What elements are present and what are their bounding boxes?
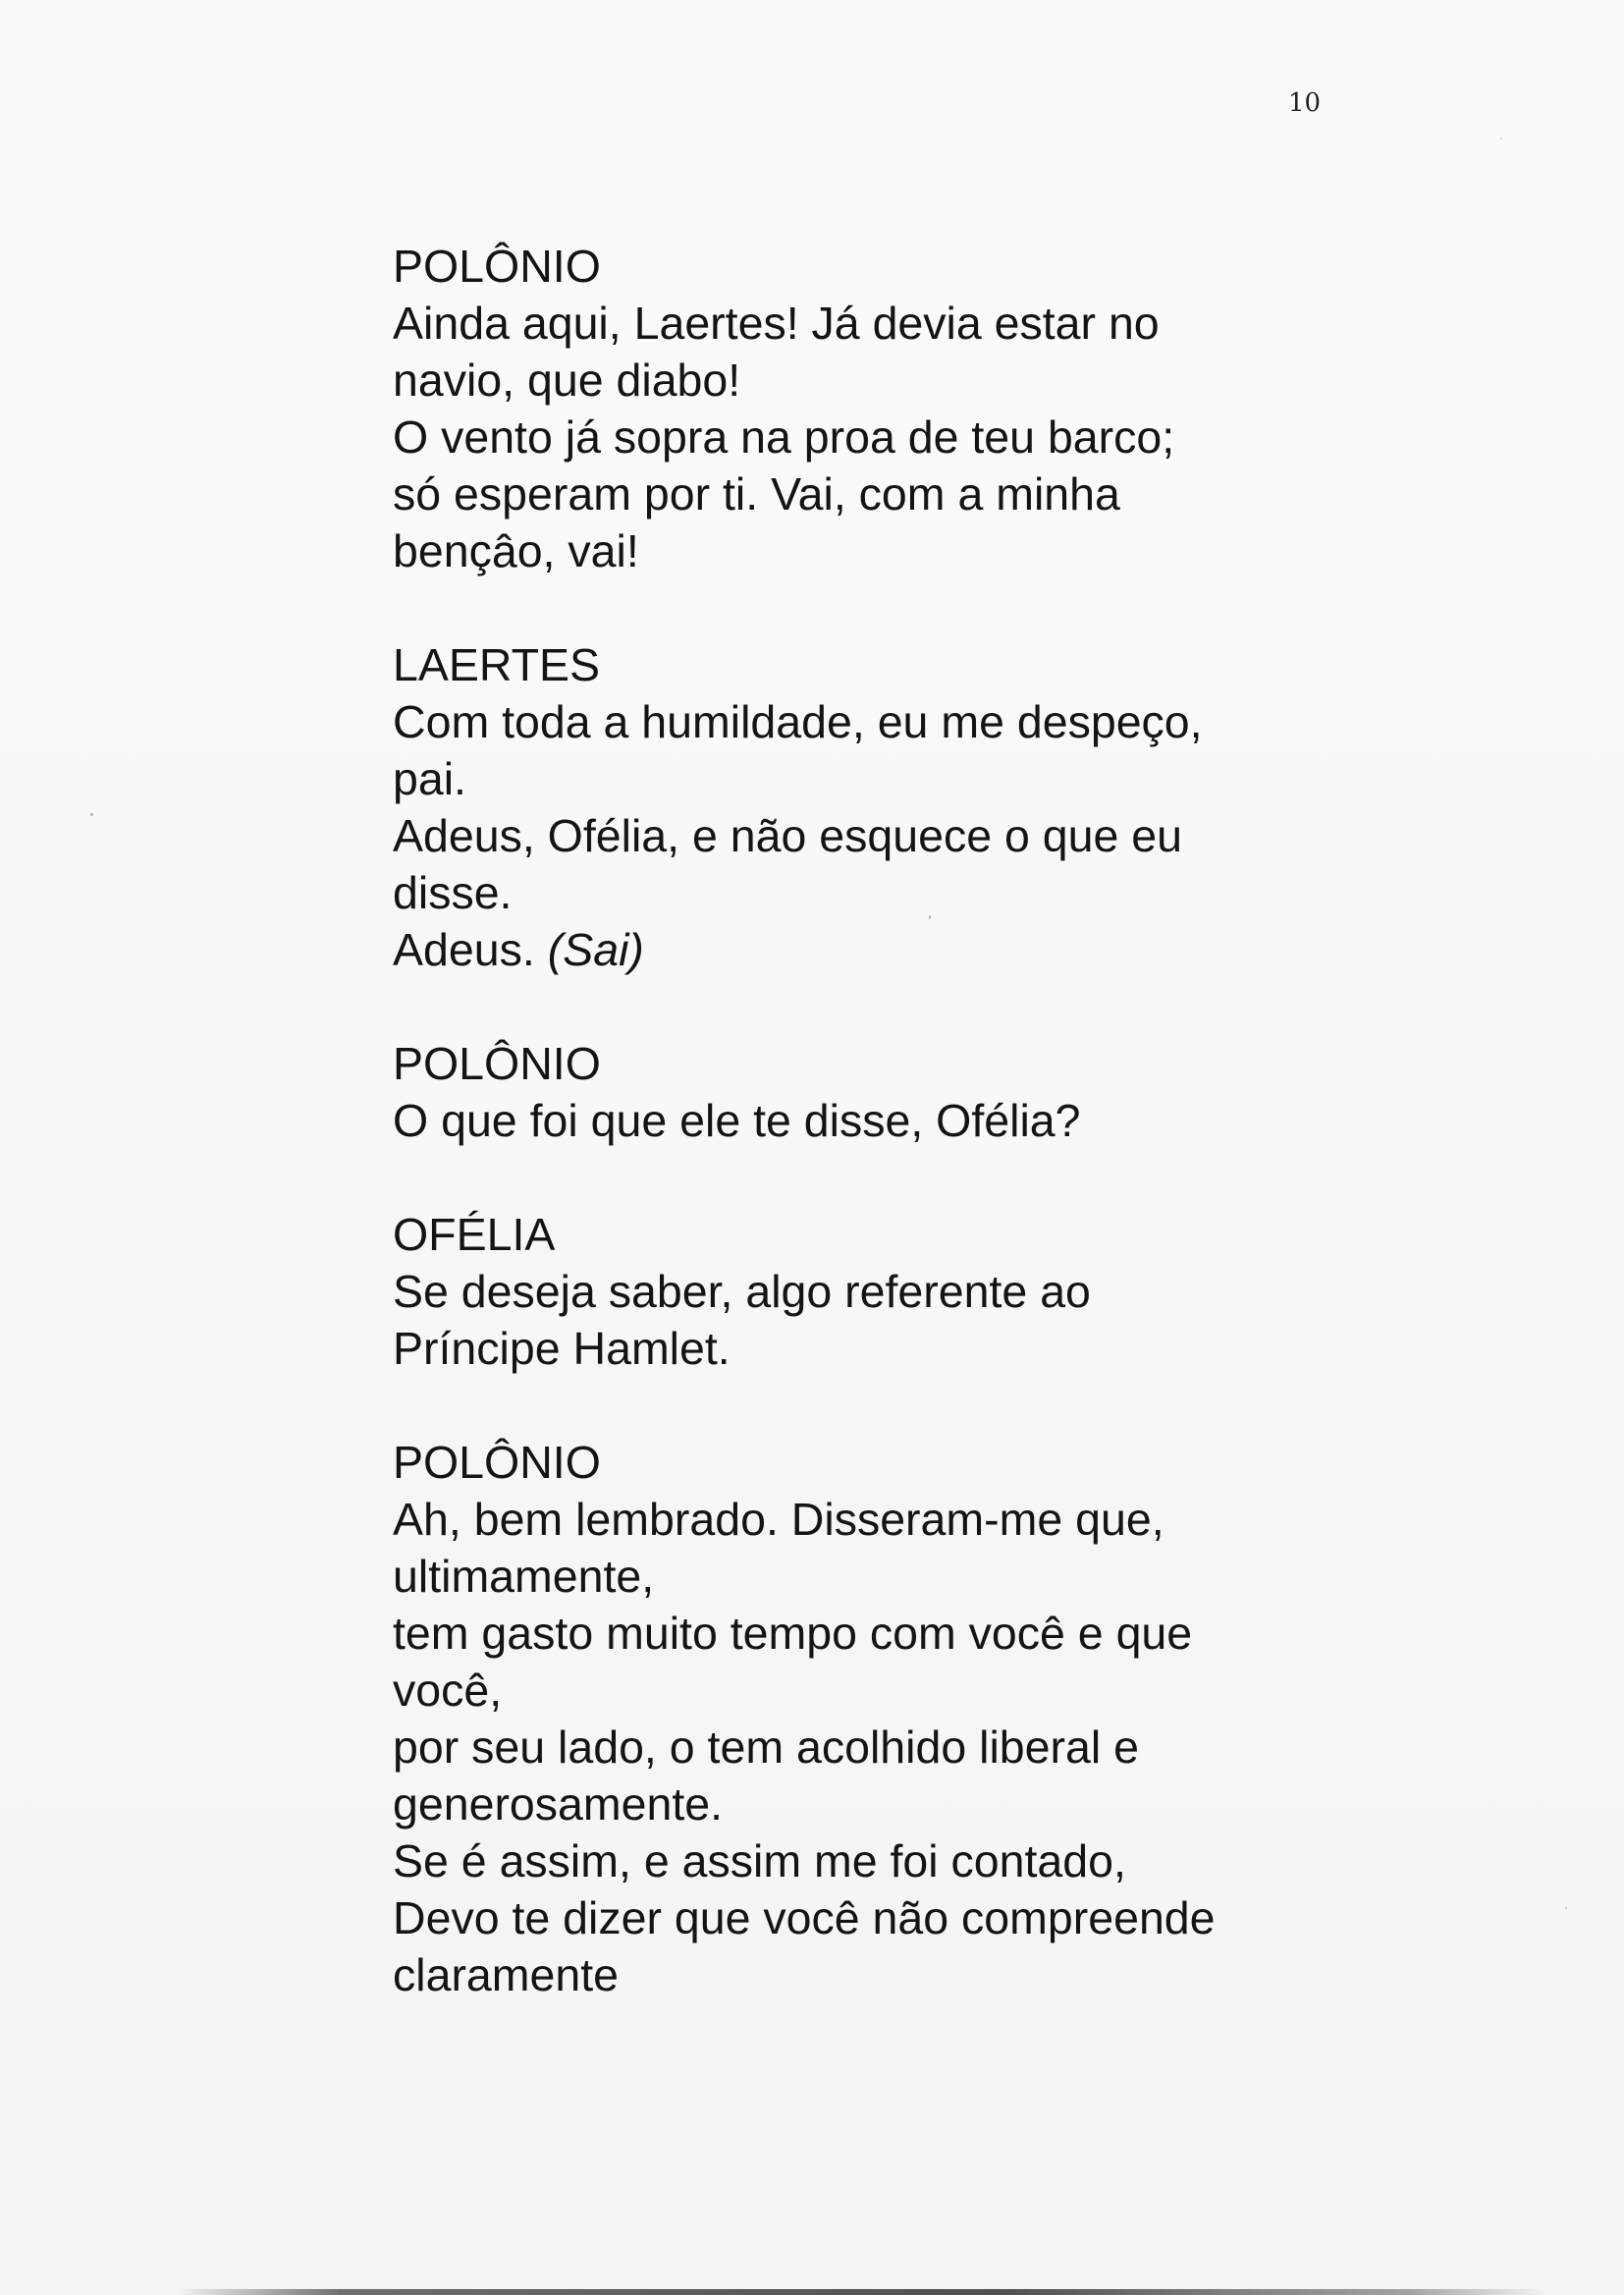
speaker-name: POLÔNIO <box>393 1437 601 1488</box>
dialogue-text: Adeus. <box>393 924 535 975</box>
dialogue-block-laertes <box>393 636 1375 978</box>
dialogue-line: Adeus, Ofélia, e não esquece o que eu <box>393 810 1183 861</box>
scan-speck <box>1565 1907 1567 1909</box>
dialogue-line: generosamente. <box>393 1778 724 1830</box>
dialogue-line: O que foi que ele te disse, Ofélia? <box>393 1095 1081 1146</box>
dialogue-line: bençâo, vai! <box>393 525 639 576</box>
scan-speck <box>90 813 93 816</box>
dialogue-block-polonio-3 <box>393 1434 1375 2003</box>
dialogue-line: claramente <box>393 1949 620 2000</box>
dialogue-line: O vento já sopra na proa de teu barco; <box>393 411 1175 463</box>
dialogue-line: Se é assim, e assim me foi contado, <box>393 1835 1126 1886</box>
dialogue-block-polonio-2 <box>393 1035 1375 1149</box>
dialogue-line: pai. <box>393 753 466 804</box>
dialogue-line: Devo te dizer que você não compreende <box>393 1892 1216 1943</box>
speaker-name: LAERTES <box>393 639 601 690</box>
dialogue-line: disse. <box>393 867 513 918</box>
dialogue-line: Com toda a humildade, eu me despeço, <box>393 696 1203 747</box>
dialogue-line: você, <box>393 1665 503 1716</box>
dialogue-block-polonio-1 <box>393 238 1375 579</box>
dialogue-line: só esperam por ti. Vai, com a minha <box>393 468 1120 519</box>
scan-bottom-edge <box>177 2289 1545 2295</box>
scan-speck <box>929 915 931 919</box>
speaker-name: POLÔNIO <box>393 1038 601 1089</box>
play-script <box>393 238 1375 2060</box>
dialogue-line: navio, que diabo! <box>393 355 741 406</box>
dialogue-line: tem gasto muito tempo com você e que <box>393 1608 1193 1659</box>
dialogue-line-with-direction <box>393 921 1375 978</box>
speaker-name: OFÉLIA <box>393 1209 556 1260</box>
dialogue-line: ultimamente, <box>393 1551 655 1602</box>
dialogue-block-ofelia <box>393 1206 1375 1377</box>
dialogue-line: Ainda aqui, Laertes! Já devia estar no <box>393 298 1160 349</box>
scan-speck <box>1500 137 1502 139</box>
dialogue-line: Príncipe Hamlet. <box>393 1323 731 1374</box>
dialogue-line: Ah, bem lembrado. Disseram-me que, <box>393 1494 1164 1545</box>
speaker-name: POLÔNIO <box>393 241 601 292</box>
dialogue-line: por seu lado, o tem acolhido liberal e <box>393 1721 1139 1773</box>
stage-direction: (Sai) <box>547 924 644 975</box>
dialogue-line: Se deseja saber, algo referente ao <box>393 1266 1091 1317</box>
page-number: 10 <box>1288 88 1322 118</box>
